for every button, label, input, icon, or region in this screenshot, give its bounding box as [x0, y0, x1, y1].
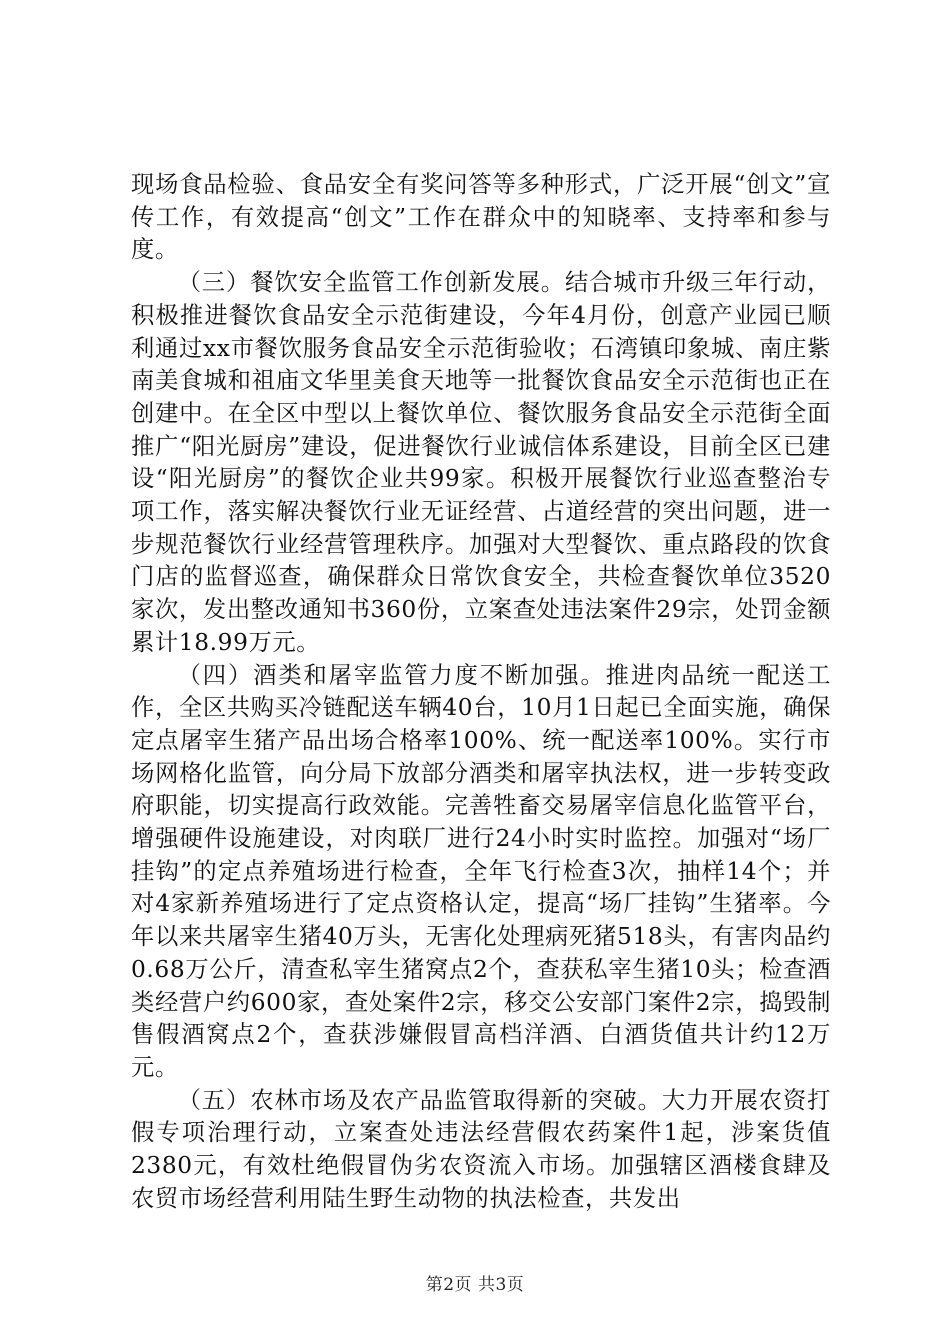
paragraph-section-4: （四）酒类和屠宰监管力度不断加强。推进肉品统一配送工作，全区共购买冷链配送车辆40台，10月1日起已全面实施，确保定点屠宰生猪产品出场合格率100%、统一配送率100%。实行市场网格化监管，向分局下放部分酒类和屠宰执法权，进一步转变政府职能，切实提高行政效能。完善牲畜交易屠宰信息化监管平台，增强硬件设施建设，对肉联厂进行24小时实时监控。加强对“场厂挂钩”的定点养殖场进行检查，全年飞行检查3次，抽样14个；并对4家新养殖场进行了定点资格认定，提高“场厂挂钩”生猪率。今年以来共屠宰生猪40万头，无害化处理病死猪518头，有害肉品约0.68万公斤，清查私宰生猪窝点2个，查获私宰生猪10头；检查酒类经营户约600家，查处案件2宗，移交公安部门案件2宗，捣毁制售假酒窝点2个，查获涉嫌假冒高档洋酒、白酒货值共计约12万元。 [131, 661, 831, 1081]
document-body [131, 169, 831, 1216]
paragraph-continuation: 现场食品检验、食品安全有奖问答等多种形式，广泛开展“创文”宣传工作，有效提高“创文”工作在群众中的知晓率、支持率和参与度。 [131, 171, 831, 264]
page-footer: 第2页 共3页 [425, 1275, 525, 1295]
paragraph-section-5: （五）农林市场及农产品监管取得新的突破。大力开展农资打假专项治理行动，立案查处违法经营假农药案件1起，涉案货值2380元，有效杜绝假冒伪劣农资流入市场。加强辖区酒楼食肆及农贸市场经营利用陆生野生动物的执法检查，共发出 [131, 1086, 831, 1212]
paragraph-section-3: （三）餐饮安全监管工作创新发展。结合城市升级三年行动，积极推进餐饮食品安全示范街建设，今年4月份，创意产业园已顺利通过xx市餐饮服务食品安全示范街验收；石湾镇印象城、南庄紫南美食城和祖庙文华里美食天地等一批餐饮食品安全示范街也正在创建中。在全区中型以上餐饮单位、餐饮服务食品安全示范街全面推广“阳光厨房”建设，促进餐饮行业诚信体系建设，目前全区已建设“阳光厨房”的餐饮企业共99家。积极开展餐饮行业巡查整治专项工作，落实解决餐饮行业无证经营、占道经营的突出问题，进一步规范餐饮行业经营管理秩序。加强对大型餐饮、重点路段的饮食门店的监督巡查，确保群众日常饮食安全，共检查餐饮单位3520家次，发出整改通知书360份，立案查处违法案件29宗，处罚金额累计18.99万元。 [131, 269, 831, 656]
